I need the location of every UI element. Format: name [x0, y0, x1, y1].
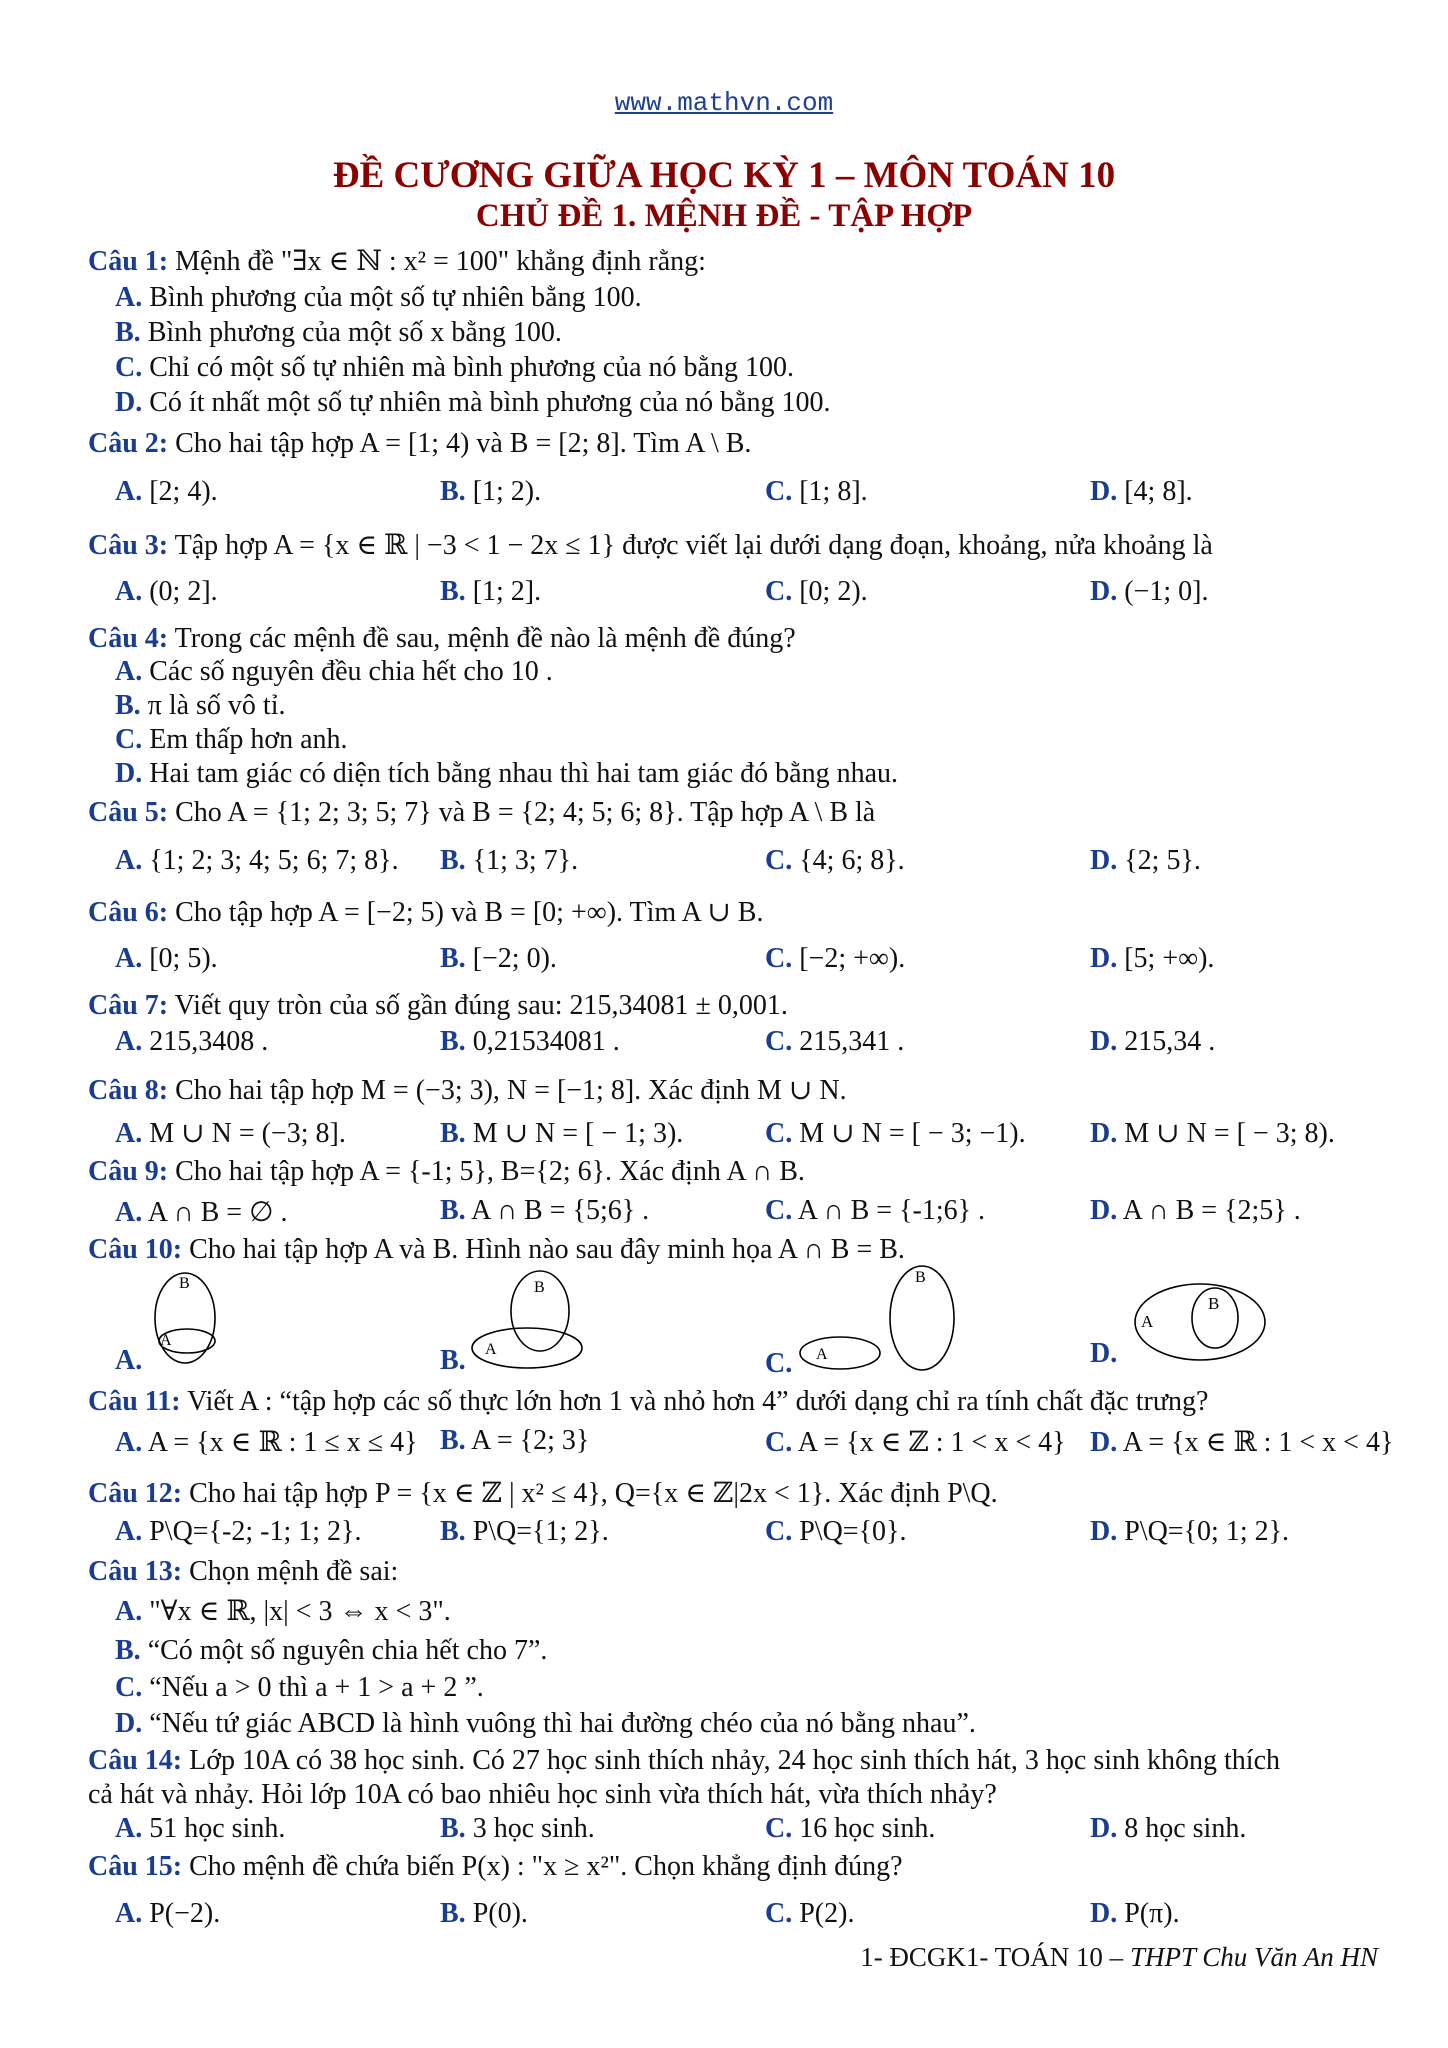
site-url[interactable]: www.mathvn.com	[614, 88, 834, 118]
q15-option-a[interactable]: A. P(−2).	[115, 1898, 221, 1929]
q12-option-c[interactable]: C. P\Q={0}.	[765, 1516, 907, 1547]
question-label: Câu 2:	[88, 428, 169, 459]
question-label: Câu 13:	[88, 1556, 183, 1587]
question-label: Câu 9:	[88, 1156, 169, 1187]
q13-option-a[interactable]: A. "∀x ∈ ℝ, |x| < 3 ⇔ x < 3".	[115, 1596, 451, 1627]
question-label: Câu 14:	[88, 1745, 183, 1776]
question-label: Câu 5:	[88, 797, 169, 828]
q11-option-d[interactable]: D. A = {x ∈ ℝ : 1 < x < 4}	[1090, 1427, 1394, 1458]
venn-diagram-c	[790, 1265, 970, 1375]
question-label: Câu 8:	[88, 1075, 169, 1106]
q14-option-d[interactable]: D. 8 học sinh.	[1090, 1813, 1247, 1844]
q15-option-c[interactable]: C. P(2).	[765, 1898, 855, 1929]
q11-option-a[interactable]: A. A = {x ∈ ℝ : 1 ≤ x ≤ 4}	[115, 1427, 418, 1458]
q5-option-b[interactable]: B. {1; 3; 7}.	[440, 845, 579, 876]
question-label: Câu 11:	[88, 1386, 181, 1417]
set-b-label: B	[534, 1279, 545, 1296]
q8-option-b[interactable]: B. M ∪ N = [ − 1; 3).	[440, 1118, 684, 1149]
q14-option-b[interactable]: B. 3 học sinh.	[440, 1813, 595, 1844]
q10-option-b[interactable]: B.	[440, 1345, 466, 1376]
q1-option-a[interactable]: A. Bình phương của một số tự nhiên bằng 100.	[115, 282, 642, 313]
question-label: Câu 1:	[88, 246, 169, 277]
q9-option-d[interactable]: D. A ∩ B = {2;5} .	[1090, 1195, 1301, 1226]
question-text: Cho hai tập hợp M = (−3; 3), N = [−1; 8]. Xác định M ∪ N.	[175, 1075, 847, 1106]
set-b-label: B	[179, 1275, 190, 1292]
q2-option-d[interactable]: D. [4; 8].	[1090, 476, 1193, 507]
question-text: Cho hai tập hợp P = {x ∈ ℤ | x² ≤ 4}, Q={x ∈ ℤ|2x < 1}. Xác định P\Q.	[189, 1478, 998, 1509]
question-text: Trong các mệnh đề sau, mệnh đề nào là mệnh đề đúng?	[174, 623, 796, 654]
q10-option-d[interactable]: D.	[1090, 1338, 1118, 1369]
q7-option-a[interactable]: A. 215,3408 .	[115, 1026, 269, 1057]
q3-option-c[interactable]: C. [0; 2).	[765, 576, 868, 607]
question-3	[88, 528, 1213, 562]
question-label: Câu 4:	[88, 623, 169, 654]
venn-diagram-d	[1128, 1280, 1278, 1365]
q8-option-d[interactable]: D. M ∪ N = [ − 3; 8).	[1090, 1118, 1335, 1149]
question-text: Cho mệnh đề chứa biến P(x) : "x ≥ x²". Chọn khẳng định đúng?	[189, 1851, 903, 1882]
q15-option-b[interactable]: B. P(0).	[440, 1898, 528, 1929]
q12-option-a[interactable]: A. P\Q={-2; -1; 1; 2}.	[115, 1516, 362, 1547]
page-title: ĐỀ CƯƠNG GIỮA HỌC KỲ 1 – MÔN TOÁN 10	[332, 155, 1116, 196]
venn-diagram-a	[140, 1268, 240, 1368]
question-4	[88, 623, 796, 655]
question-label: Câu 15:	[88, 1851, 183, 1882]
q2-option-c[interactable]: C. [1; 8].	[765, 476, 868, 507]
q6-option-c[interactable]: C. [−2; +∞).	[765, 943, 906, 974]
q2-option-a[interactable]: A. [2; 4).	[115, 476, 218, 507]
q5-option-d[interactable]: D. {2; 5}.	[1090, 845, 1201, 876]
q12-option-d[interactable]: D. P\Q={0; 1; 2}.	[1090, 1516, 1290, 1547]
q4-option-c[interactable]: C. Em thấp hơn anh.	[115, 724, 348, 755]
q2-option-b[interactable]: B. [1; 2).	[440, 476, 542, 507]
question-label: Câu 3:	[88, 530, 169, 561]
q8-option-c[interactable]: C. M ∪ N = [ − 3; −1).	[765, 1118, 1026, 1149]
q14-option-c[interactable]: C. 16 học sinh.	[765, 1813, 936, 1844]
q7-option-c[interactable]: C. 215,341 .	[765, 1026, 905, 1057]
question-label: Câu 12:	[88, 1478, 183, 1509]
set-a-label: A	[160, 1332, 172, 1349]
question-text: Cho tập hợp A = [−2; 5) và B = [0; +∞). Tìm A ∪ B.	[175, 897, 764, 928]
q10-option-c[interactable]: C.	[765, 1348, 793, 1379]
question-11	[88, 1386, 1208, 1418]
question-text: Viết A : “tập hợp các số thực lớn hơn 1 và nhỏ hơn 4” dưới dạng chỉ ra tính chất đặc trưng?	[187, 1386, 1209, 1417]
q4-option-b[interactable]: B. π là số vô tỉ.	[115, 690, 286, 721]
q3-option-a[interactable]: A. (0; 2].	[115, 576, 218, 607]
question-2	[88, 428, 751, 460]
q13-option-c[interactable]: C. “Nếu a > 0 thì a + 1 > a + 2 ”.	[115, 1672, 484, 1703]
question-text: Cho A = {1; 2; 3; 5; 7} và B = {2; 4; 5; 6; 8}. Tập hợp A \ B là	[175, 797, 876, 828]
q7-option-b[interactable]: B. 0,21534081 .	[440, 1026, 620, 1057]
q6-option-d[interactable]: D. [5; +∞).	[1090, 943, 1215, 974]
venn-diagram-b	[465, 1268, 595, 1373]
q1-option-b[interactable]: B. Bình phương của một số x bằng 100.	[115, 317, 562, 348]
q1-option-c[interactable]: C. Chỉ có một số tự nhiên mà bình phương của nó bằng 100.	[115, 352, 794, 383]
question-14	[88, 1745, 1280, 1777]
question-13	[88, 1556, 398, 1588]
set-a-label: A	[1141, 1312, 1154, 1331]
q4-option-d[interactable]: D. Hai tam giác có diện tích bằng nhau thì hai tam giác đó bằng nhau.	[115, 758, 899, 789]
q13-option-b[interactable]: B. “Có một số nguyên chia hết cho 7”.	[115, 1635, 548, 1666]
q11-option-b[interactable]: B. A = {2; 3}	[440, 1425, 590, 1456]
question-text: Chọn mệnh đề sai:	[189, 1556, 399, 1587]
question-label: Câu 7:	[88, 990, 169, 1021]
q6-option-b[interactable]: B. [−2; 0).	[440, 943, 557, 974]
question-label: Câu 10:	[88, 1234, 183, 1265]
q9-option-b[interactable]: B. A ∩ B = {5;6} .	[440, 1195, 650, 1226]
page-footer: 1- ĐCGK1- TOÁN 10 – THPT Chu Văn An HN	[860, 1942, 1378, 1972]
set-a-ellipse	[800, 1337, 880, 1369]
q3-option-d[interactable]: D. (−1; 0].	[1090, 576, 1209, 607]
question-15	[88, 1851, 903, 1883]
question-text: Lớp 10A có 38 học sinh. Có 27 học sinh thích nhảy, 24 học sinh thích hát, 3 học sinh không thích	[189, 1745, 1281, 1776]
question-1	[88, 244, 706, 278]
q5-option-c[interactable]: C. {4; 6; 8}.	[765, 845, 905, 876]
q11-option-c[interactable]: C. A = {x ∈ ℤ : 1 < x < 4}	[765, 1427, 1066, 1458]
set-a-label: A	[816, 1346, 828, 1363]
q9-option-a[interactable]: A. A ∩ B = ∅ .	[115, 1197, 288, 1228]
question-5	[88, 797, 875, 829]
q10-option-a[interactable]: A.	[115, 1345, 143, 1376]
set-b-label: B	[915, 1269, 926, 1286]
set-a-label: A	[485, 1341, 497, 1358]
q4-option-a[interactable]: A. Các số nguyên đều chia hết cho 10 .	[115, 656, 553, 687]
q1-option-d[interactable]: D. Có ít nhất một số tự nhiên mà bình phương của nó bằng 100.	[115, 387, 831, 418]
question-text: Mệnh đề "∃x ∈ ℕ : x² = 100" khẳng định rằng:	[175, 246, 706, 277]
q7-option-d[interactable]: D. 215,34 .	[1090, 1026, 1216, 1057]
q14-option-a[interactable]: A. 51 học sinh.	[115, 1813, 286, 1844]
q15-option-d[interactable]: D. P(π).	[1090, 1898, 1180, 1929]
question-text: Cho hai tập hợp A = {-1; 5}, B={2; 6}. Xác định A ∩ B.	[175, 1156, 805, 1187]
question-text: Cho hai tập hợp A = [1; 4) và B = [2; 8]. Tìm A \ B.	[175, 428, 752, 459]
q8-option-a[interactable]: A. M ∪ N = (−3; 8].	[115, 1118, 346, 1149]
q3-option-b[interactable]: B. [1; 2].	[440, 576, 542, 607]
set-b-label: B	[1208, 1294, 1220, 1313]
question-text: Viết quy tròn của số gần đúng sau: 215,34081 ± 0,001.	[174, 990, 788, 1021]
question-9	[88, 1156, 805, 1188]
q6-option-a[interactable]: A. [0; 5).	[115, 943, 218, 974]
question-text: Cho hai tập hợp A và B. Hình nào sau đây minh họa A ∩ B = B.	[189, 1234, 905, 1265]
q9-option-c[interactable]: C. A ∩ B = {-1;6} .	[765, 1195, 986, 1226]
question-14-continued: cả hát và nhảy. Hỏi lớp 10A có bao nhiêu học sinh vừa thích hát, vừa thích nhảy?	[88, 1779, 997, 1810]
q5-option-a[interactable]: A. {1; 2; 3; 4; 5; 6; 7; 8}.	[115, 845, 399, 876]
question-12	[88, 1476, 998, 1510]
question-8	[88, 1073, 847, 1107]
q12-option-b[interactable]: B. P\Q={1; 2}.	[440, 1516, 609, 1547]
question-text: Tập hợp A = {x ∈ ℝ | −3 < 1 − 2x ≤ 1} được viết lại dưới dạng đoạn, khoảng, nửa khoảng là	[174, 530, 1213, 561]
question-6	[88, 895, 763, 929]
page-subtitle: CHỦ ĐỀ 1. MỆNH ĐỀ - TẬP HỢP	[475, 198, 973, 234]
question-10	[88, 1234, 905, 1266]
question-7	[88, 990, 788, 1022]
q13-option-d[interactable]: D. “Nếu tứ giác ABCD là hình vuông thì hai đường chéo của nó bằng nhau”.	[115, 1708, 976, 1739]
question-label: Câu 6:	[88, 897, 169, 928]
